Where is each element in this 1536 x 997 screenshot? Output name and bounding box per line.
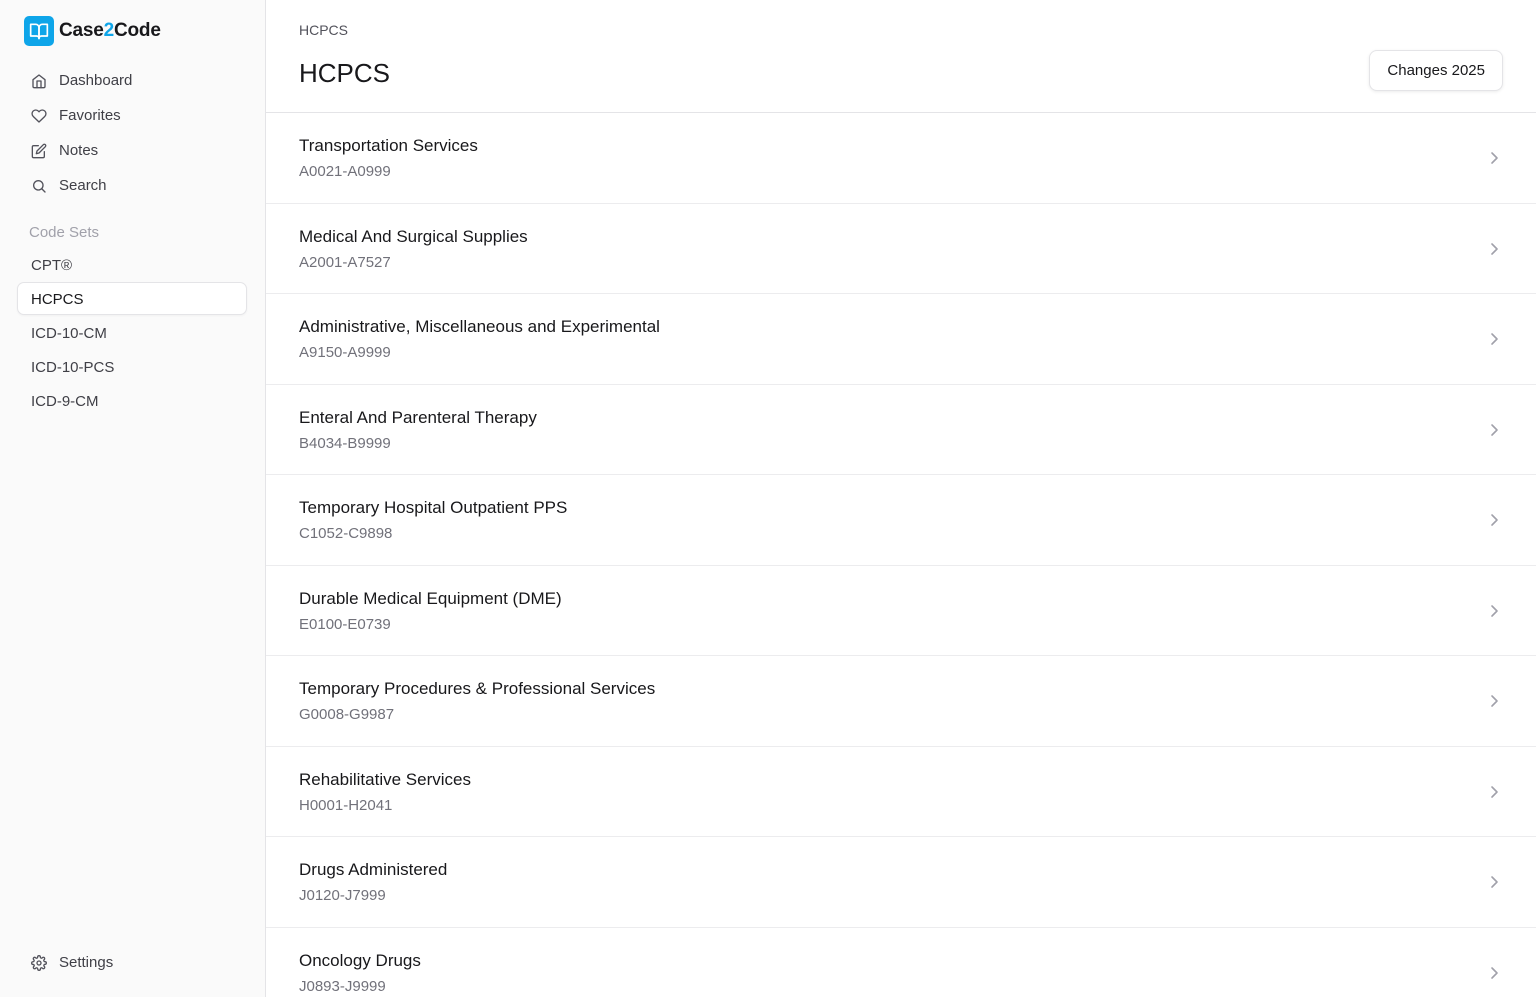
changes-2025-button[interactable]: Changes 2025 (1369, 50, 1503, 91)
gear-icon (30, 954, 48, 972)
code-sets-heading: Code Sets (29, 224, 100, 241)
code-sets-list (0, 248, 265, 418)
category-code-range: B4034-B9999 (299, 434, 391, 452)
page-header (266, 0, 1536, 113)
category-title: Medical And Surgical Supplies (299, 226, 528, 246)
category-title: Durable Medical Equipment (DME) (299, 588, 562, 608)
chevron-right-icon (1488, 331, 1500, 347)
category-title: Rehabilitative Services (299, 769, 471, 789)
code-set-item-icd-9-cm[interactable]: ICD-9-CM (31, 393, 99, 410)
category-row[interactable] (266, 656, 1536, 747)
category-row[interactable] (266, 928, 1536, 997)
brand-name (59, 20, 161, 42)
category-list (266, 113, 1536, 997)
category-code-range: A0021-A0999 (299, 163, 391, 180)
chevron-right-icon (1488, 422, 1500, 438)
edit-icon (30, 142, 48, 160)
nav-item-search[interactable] (0, 168, 265, 203)
brand-name-prefix: Case (59, 20, 104, 41)
category-code-range: E0100-E0739 (299, 615, 391, 633)
chevron-right-icon (1488, 693, 1500, 709)
page-title: HCPCS (299, 58, 391, 88)
brand-name-suffix: Code (114, 20, 161, 41)
category-title: Transportation Services (299, 136, 478, 155)
nav-item-label: Favorites (59, 107, 121, 124)
category-row[interactable] (266, 837, 1536, 928)
category-code-range: A2001-A7527 (299, 253, 391, 271)
home-icon (30, 72, 48, 90)
category-row[interactable] (266, 294, 1536, 385)
nav-item-favorites[interactable] (0, 98, 265, 133)
sidebar (0, 0, 266, 997)
category-row[interactable] (266, 566, 1536, 657)
chevron-right-icon (1488, 965, 1500, 981)
brand[interactable] (24, 15, 265, 47)
category-code-range: H0001-H2041 (299, 796, 393, 814)
chevron-right-icon (1488, 150, 1500, 166)
chevron-right-icon (1488, 874, 1500, 890)
code-set-item-icd-10-pcs[interactable]: ICD-10-PCS (31, 359, 115, 376)
category-row[interactable] (266, 204, 1536, 295)
category-row[interactable] (266, 475, 1536, 566)
nav-item-label: Dashboard (59, 72, 133, 89)
nav-item-settings[interactable] (0, 945, 265, 980)
heart-icon (30, 107, 48, 125)
category-code-range: A9150-A9999 (299, 344, 391, 361)
category-code-range: G0008-G9987 (299, 706, 395, 723)
category-code-range: J0893-J9999 (299, 977, 386, 995)
category-row[interactable] (266, 385, 1536, 476)
nav-item-notes[interactable] (0, 133, 265, 168)
category-title: Temporary Procedures & Professional Services (299, 679, 656, 698)
code-set-item-hcpcs[interactable]: HCPCS (17, 282, 247, 315)
chevron-right-icon (1488, 603, 1500, 619)
code-set-item-cpt[interactable]: CPT® (31, 257, 73, 274)
category-row[interactable] (266, 113, 1536, 204)
category-code-range: C1052-C9898 (299, 525, 393, 542)
breadcrumb[interactable]: HCPCS (299, 22, 349, 38)
category-code-range: J0120-J7999 (299, 887, 386, 904)
category-row[interactable] (266, 747, 1536, 838)
category-title: Oncology Drugs (299, 950, 421, 970)
chevron-right-icon (1488, 784, 1500, 800)
category-title: Enteral And Parenteral Therapy (299, 407, 537, 427)
main-content (266, 0, 1536, 997)
book-logo-icon (24, 16, 54, 46)
settings-section (0, 945, 265, 980)
code-set-item-icd-10-cm[interactable]: ICD-10-CM (31, 325, 107, 342)
chevron-right-icon (1488, 241, 1500, 257)
category-title: Administrative, Miscellaneous and Experimental (299, 317, 660, 336)
category-title: Drugs Administered (299, 860, 448, 879)
search-icon (30, 177, 48, 195)
category-title: Temporary Hospital Outpatient PPS (299, 498, 568, 517)
main-nav (0, 63, 265, 203)
nav-item-label: Search (59, 177, 107, 194)
nav-item-label: Notes (59, 142, 99, 159)
brand-name-accent: 2 (103, 20, 114, 41)
nav-item-dashboard[interactable] (0, 63, 265, 98)
chevron-right-icon (1488, 512, 1500, 528)
nav-item-label: Settings (59, 954, 114, 971)
